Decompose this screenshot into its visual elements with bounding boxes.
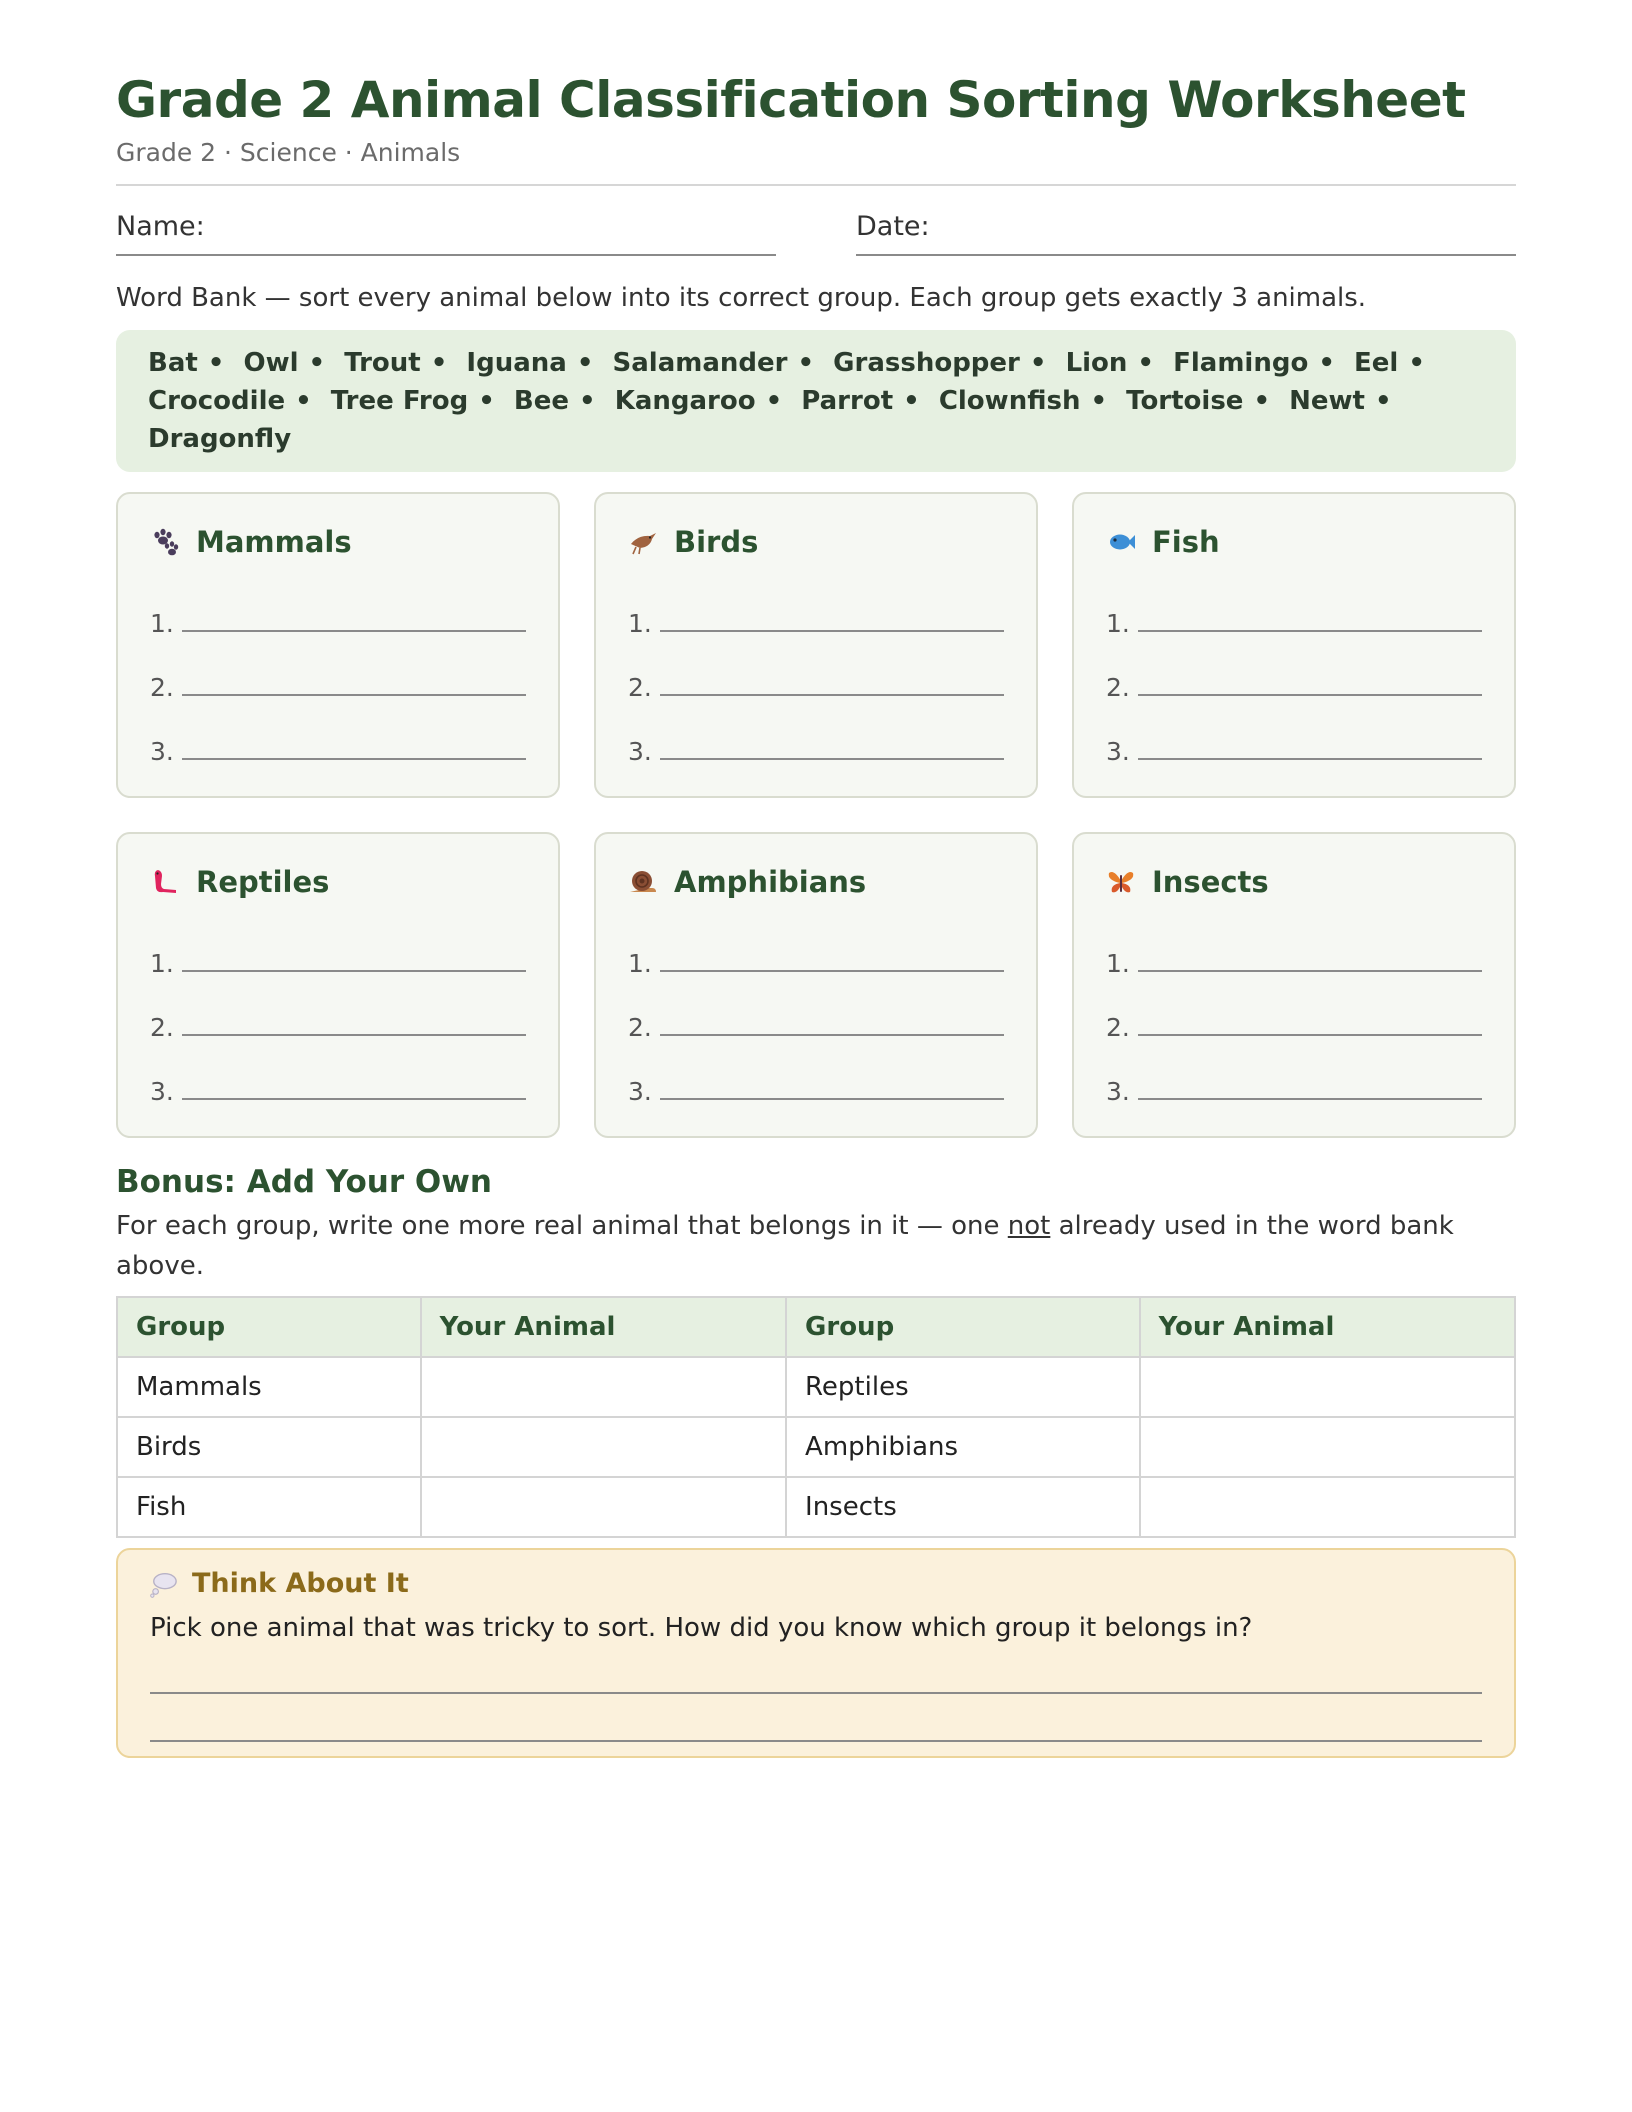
answer-blank-line[interactable] [1138,1097,1482,1100]
answer-row [1106,708,1482,772]
think-title: Think About It [192,1568,409,1599]
word-separator: • [765,386,783,416]
word-separator: • [1137,348,1155,378]
group-cell: Fish [117,1477,421,1537]
answer-row [150,708,526,772]
butterfly-icon [1106,867,1136,897]
answer-blank-line[interactable] [660,757,1004,760]
your-animal-cell[interactable] [1140,1417,1515,1477]
word-bank-item: Flamingo [1173,348,1309,378]
worksheet-page [116,64,1516,1758]
word-bank-item: Dragonfly [148,424,292,454]
word-separator: • [1253,386,1271,416]
fish-icon [1106,527,1136,557]
your-animal-cell[interactable] [421,1477,786,1537]
answer-number: 1. [628,609,652,638]
word-bank-item: Grasshopper [833,348,1020,378]
bonus-column-header: Group [117,1297,421,1357]
group-cell: Reptiles [786,1357,1140,1417]
word-separator: • [478,386,495,416]
word-separator: • [1408,348,1425,378]
answer-row [628,708,1004,772]
answer-number: 3. [150,737,174,766]
word-separator: • [576,348,594,378]
paw-prints-icon [150,527,180,557]
answer-number: 1. [628,949,652,978]
word-separator: • [903,386,920,416]
answer-number: 2. [150,673,174,702]
answer-number: 3. [628,737,652,766]
answer-line-2[interactable] [150,1694,1482,1742]
think-question: Pick one animal that was tricky to sort. How did you know which group it belongs in? [150,1613,1253,1643]
word-separator: • [207,348,225,378]
word-bank-item: Iguana [466,348,567,378]
word-bank-item: Kangaroo [614,386,756,416]
group-cell: Birds [117,1417,421,1477]
answer-row [1106,580,1482,644]
answer-row [150,644,526,708]
answer-row [1106,920,1482,984]
word-separator: • [430,348,448,378]
table-row [117,1417,1515,1477]
bonus-table-header-row [117,1297,1515,1357]
answer-blank-line[interactable] [182,1033,526,1036]
word-bank-item: Parrot [801,386,894,416]
bonus-table [116,1296,1516,1538]
group-name: Birds [674,525,759,559]
answer-row [628,580,1004,644]
word-bank-item: Lion [1065,348,1128,378]
table-row [117,1357,1515,1417]
bonus-title: Bonus: Add Your Own [116,1164,492,1200]
word-bank-item: Bat [148,348,198,378]
answer-number: 2. [1106,1013,1130,1042]
word-bank-item: Crocodile [148,386,286,416]
word-bank-item: Tree Frog [330,386,469,416]
answer-blank-line[interactable] [1138,693,1482,696]
name-date-fields [116,208,1516,256]
group-card-birds [594,492,1038,798]
your-animal-cell[interactable] [1140,1357,1515,1417]
answer-number: 3. [628,1077,652,1106]
word-bank-item: Tortoise [1126,386,1244,416]
group-name: Amphibians [674,865,867,899]
word-separator: • [1374,386,1392,416]
lizard-icon [150,867,180,897]
answer-row [150,920,526,984]
answer-blank-line[interactable] [660,1033,1004,1036]
answer-blank-line[interactable] [182,693,526,696]
answer-number: 1. [1106,949,1130,978]
group-name: Reptiles [196,865,330,899]
your-animal-cell[interactable] [1140,1477,1515,1537]
answer-blank-line[interactable] [182,1097,526,1100]
answer-row [150,1048,526,1112]
bonus-column-header: Your Animal [421,1297,786,1357]
answer-blank-line[interactable] [660,969,1004,972]
word-separator: • [579,386,596,416]
answer-blank-line[interactable] [660,629,1004,632]
group-name: Fish [1152,525,1220,559]
answer-number: 3. [1106,737,1130,766]
answer-number: 1. [150,949,174,978]
group-cell: Amphibians [786,1417,1140,1477]
group-card-mammals [116,492,560,798]
answer-blank-line[interactable] [1138,757,1482,760]
answer-row [628,1048,1004,1112]
answer-blank-line[interactable] [660,1097,1004,1100]
answer-row [628,984,1004,1048]
answer-blank-line[interactable] [1138,1033,1482,1036]
word-bank-item: Owl [243,348,299,378]
answer-line-1[interactable] [150,1646,1482,1694]
group-cell: Mammals [117,1357,421,1417]
word-bank-item: Bee [513,386,569,416]
word-separator: • [1029,348,1047,378]
thought-bubble-icon [150,1570,178,1598]
bonus-instructions-before: For each group, write one more real animal that belongs in it — one [116,1211,1008,1241]
word-separator: • [1318,348,1335,378]
answer-row [628,920,1004,984]
answer-row [628,644,1004,708]
answer-number: 3. [150,1077,174,1106]
date-label: Date: [856,211,930,242]
bonus-column-header: Group [786,1297,1140,1357]
group-cards [116,492,1516,1138]
group-card-header [150,522,526,562]
answer-number: 2. [628,673,652,702]
name-field[interactable] [116,208,776,256]
date-field[interactable] [856,208,1516,256]
word-bank-item: Trout [344,348,421,378]
word-bank-item: Eel [1354,348,1399,378]
table-row [117,1477,1515,1537]
answer-blank-line[interactable] [182,969,526,972]
group-card-amphibians [594,832,1038,1138]
answer-row [1106,644,1482,708]
group-name: Mammals [196,525,352,559]
word-bank-item: Newt [1289,386,1365,416]
answer-blank-line[interactable] [1138,629,1482,632]
word-separator: • [308,348,326,378]
answer-row [150,580,526,644]
word-bank-instructions: Word Bank — sort every animal below into its correct group. Each group gets exactly 3 animals. [116,283,1367,313]
answer-number: 2. [150,1013,174,1042]
group-card-header [628,522,1004,562]
answer-row [150,984,526,1048]
answer-number: 3. [1106,1077,1130,1106]
answer-blank-line[interactable] [1138,969,1482,972]
group-name: Insects [1152,865,1269,899]
answer-number: 2. [1106,673,1130,702]
page-title: Grade 2 Animal Classification Sorting Worksheet [116,71,1466,129]
answer-row [1106,1048,1482,1112]
name-label: Name: [116,211,205,242]
answer-row [1106,984,1482,1048]
your-animal-cell[interactable] [421,1417,786,1477]
group-card-header [1106,862,1482,902]
group-card-header [1106,522,1482,562]
answer-number: 1. [150,609,174,638]
answer-number: 1. [1106,609,1130,638]
your-animal-cell[interactable] [421,1357,786,1417]
bonus-instructions-after: already used in the word bank above. [116,1211,1454,1281]
think-header [150,1566,1482,1602]
group-card-fish [1072,492,1516,798]
answer-blank-line[interactable] [660,693,1004,696]
bonus-instructions [116,1206,1516,1286]
group-card-header [628,862,1004,902]
answer-number: 2. [628,1013,652,1042]
answer-blank-line[interactable] [182,757,526,760]
bird-icon [628,527,658,557]
group-card-header [150,862,526,902]
word-separator: • [1090,386,1108,416]
bonus-instructions-emphasis: not [1007,1211,1051,1241]
group-card-insects [1072,832,1516,1138]
think-about-it-box [116,1548,1516,1758]
header-divider [116,184,1516,186]
word-bank [116,330,1516,472]
group-cell: Insects [786,1477,1140,1537]
word-separator: • [797,348,815,378]
snail-icon [628,867,658,897]
bonus-column-header: Your Animal [1140,1297,1515,1357]
page-subtitle: Grade 2 · Science · Animals [116,138,461,167]
word-separator: • [295,386,312,416]
word-bank-item: Salamander [612,348,788,378]
word-bank-item: Clownfish [938,386,1081,416]
group-card-reptiles [116,832,560,1138]
answer-blank-line[interactable] [182,629,526,632]
